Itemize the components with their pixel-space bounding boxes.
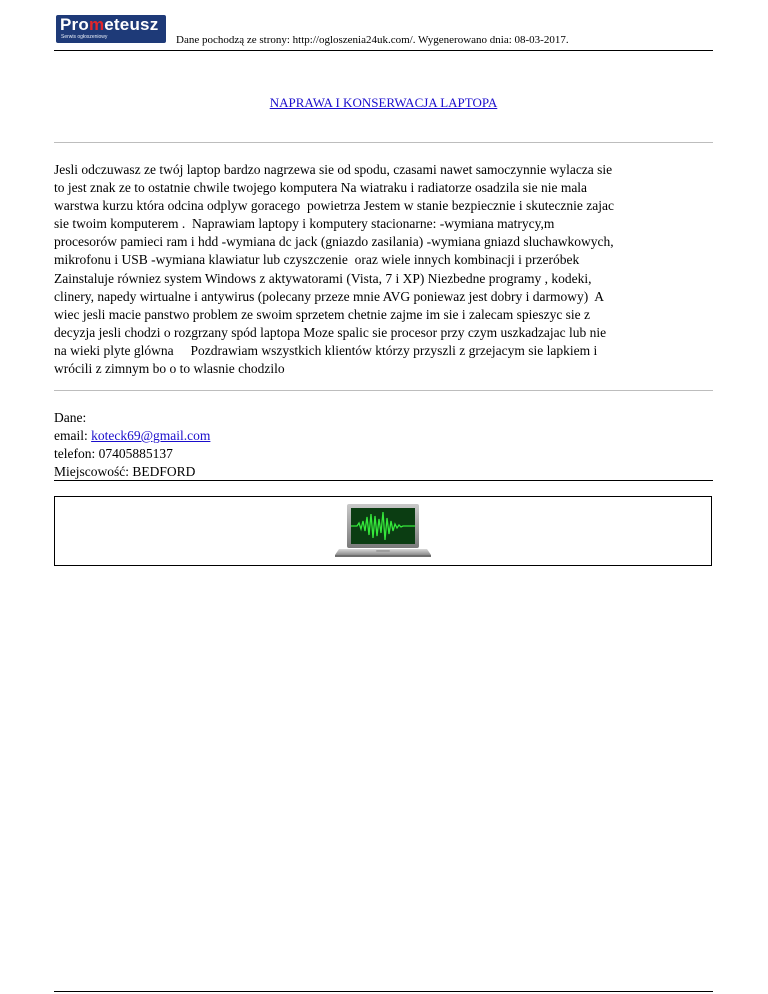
- description-line: warstwa kurzu która odcina odplyw goracego powietrza Jestem w stanie bezpiecznie i skutecznie zajac: [54, 198, 615, 214]
- description-line: Zainstaluje równiez system Windows z aktywatorami (Vista, 7 i XP) Niezbedne programy , kodeki,: [54, 270, 592, 286]
- contact-city-row: [54, 463, 210, 481]
- listing-title-link[interactable]: NAPRAWA I KONSERWACJA LAPTOPA: [269, 95, 498, 110]
- description-line: Jesli odczuwasz ze twój laptop bardzo nagrzewa sie od spodu, czasami nawet samoczynnie wylacza sie: [54, 162, 613, 177]
- contact-email-row: [54, 427, 210, 445]
- listing-title: [54, 95, 713, 110]
- email-link[interactable]: koteck69@gmail.com: [91, 428, 211, 443]
- description-line: procesorów pamieci ram i hdd -wymiana dc jack (gniazdo zasilania) -wymiana gniazd sluchawkowych,: [54, 234, 614, 250]
- email-label: email:: [54, 428, 92, 443]
- description-line: sie twoim komputerem . Naprawiam laptopy i komputery stacionarne: -wymiana matrycy,m: [54, 216, 555, 232]
- contact-divider: [54, 480, 713, 481]
- logo-tagline: Serwis ogłoszeniowy: [61, 34, 108, 40]
- description-line: na wieki plyte glówna Pozdrawiam wszystkich klientów którzy przyszli z grzejacym sie lapkiem i: [54, 342, 598, 358]
- contact-heading: Dane:: [54, 410, 87, 425]
- laptop-waveform-icon[interactable]: [333, 502, 433, 558]
- city-value: BEDFORD: [132, 464, 196, 479]
- description-line: clinery, napedy wirtualne i antywirus (polecany przeze mnie AVG poniewaz jest dobry i darmowy) A: [54, 288, 604, 304]
- title-divider: [54, 142, 713, 143]
- source-line: Dane pochodzą ze strony: http://ogloszenia24uk.com/. Wygenerowano dnia: 08-03-2017.: [176, 34, 569, 46]
- description-line: wrócili z zimnym bo o to wlasnie chodzilo: [54, 361, 285, 377]
- description-line: wiec jesli macie panstwo problem ze swoim sprzetem chetnie zajme im sie i zalecam spieszyc sie z: [54, 306, 591, 322]
- contact-phone-row: [54, 445, 210, 463]
- contact-info: [54, 409, 210, 481]
- description-line: decyzja jesli chodzi o rozgrzany spód laptopa Moze spalic sie procesor przy czym uszkadzajac lub nie: [54, 324, 607, 340]
- phone-label: telefon:: [54, 446, 99, 461]
- footer-divider: [54, 991, 713, 992]
- listing-description: [54, 161, 714, 378]
- description-line: mikrofonu i USB -wymiana klawiatur lub czyszczenie oraz wiele innych kombinacji i przeróbek: [54, 252, 580, 268]
- description-line: to jest znak ze to ostatnie chwile twojego komputera Na wiatraku i radiatorze osadzila sie nie mala: [54, 180, 588, 196]
- description-divider: [54, 390, 713, 391]
- city-label: Miejscowość:: [54, 464, 133, 479]
- logo-wordmark: Prometeusz: [60, 15, 159, 34]
- phone-value: 07405885137: [98, 446, 173, 461]
- site-logo[interactable]: [56, 15, 166, 43]
- header-divider: [54, 50, 713, 51]
